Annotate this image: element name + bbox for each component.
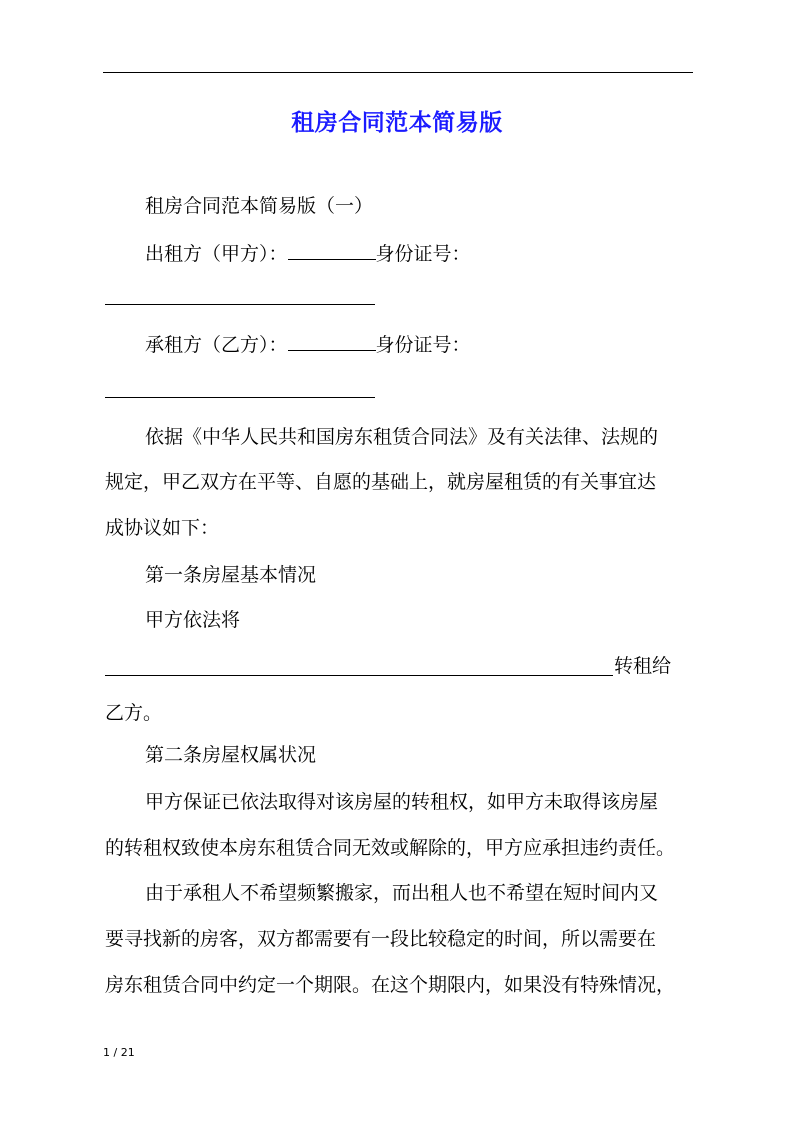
lessee-label: 承租方（乙方）： [145, 334, 288, 356]
article2-heading: 第二条房屋权属状况 [145, 744, 317, 766]
subtitle: 租房合同范本简易版（一） [145, 195, 374, 217]
lessor-id-label: 身份证号： [375, 243, 471, 265]
paragraph-line: 甲方保证已依法取得对该房屋的转租权，如甲方未取得该房屋 [145, 791, 659, 813]
article1-text: 甲方依法将 [145, 609, 241, 631]
lessor-name-blank [288, 241, 376, 260]
paragraph-line: 的转租权致使本房东租赁合同无效或解除的，甲方应承担违约责任。 [105, 837, 676, 859]
lessee-line [145, 332, 471, 357]
paragraph-line: 依据《中华人民共和国房东租赁合同法》及有关法律、法规的 [145, 426, 659, 448]
article1-text: 转租给 [614, 655, 672, 677]
paragraph-line: 要寻找新的房客，双方都需要有一段比较稳定的时间，所以需要在 [105, 928, 657, 950]
lessor-label: 出租方（甲方）： [145, 243, 288, 265]
article1-heading: 第一条房屋基本情况 [145, 564, 317, 586]
lessor-line [145, 241, 471, 266]
header-rule [103, 72, 693, 73]
paragraph-line: 规定，甲乙双方在平等、自愿的基础上，就房屋租赁的有关事宜达 [105, 471, 657, 493]
paragraph-line: 房东租赁合同中约定一个期限。在这个期限内，如果没有特殊情况， [105, 974, 676, 996]
paragraph-line: 由于承租人不希望频繁搬家，而出租人也不希望在短时间内又 [145, 882, 659, 904]
lessor-id-blank [105, 304, 375, 305]
document-title: 租房合同范本简易版 [291, 110, 503, 136]
property-address-blank [105, 675, 613, 676]
lessee-id-blank [105, 397, 375, 398]
lessee-id-label: 身份证号： [375, 334, 471, 356]
article1-text: 乙方。 [105, 702, 163, 724]
paragraph-line: 成协议如下： [105, 517, 220, 539]
page-number: 1 / 21 [103, 1046, 135, 1059]
lessee-name-blank [288, 332, 376, 351]
